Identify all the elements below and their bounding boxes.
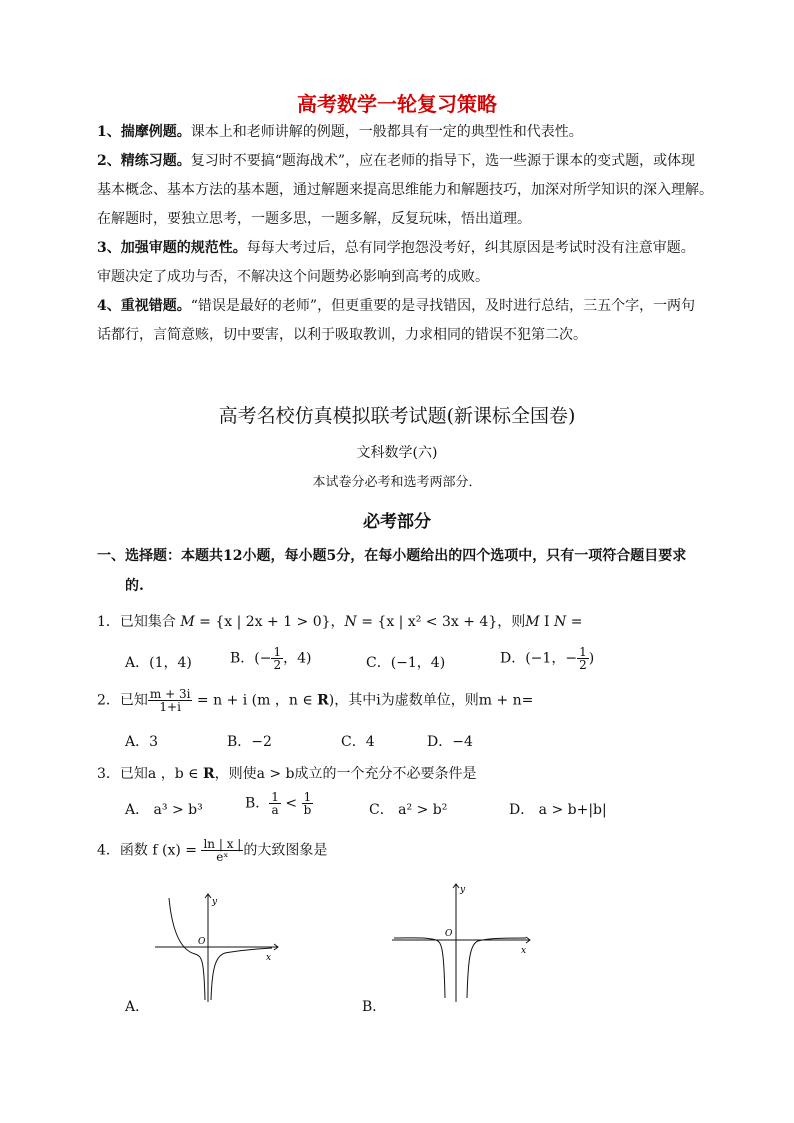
math-var: M	[525, 614, 540, 630]
section-heading-line-2: 的.	[125, 578, 144, 594]
fraction-numerator: 1	[271, 790, 279, 804]
fraction-numerator: 1	[273, 645, 282, 659]
fraction-numerator: m + 3i	[149, 687, 191, 701]
option-b: B．−2	[227, 734, 272, 750]
origin-label: O	[198, 937, 206, 947]
math-var: N	[344, 614, 357, 630]
fraction-denominator: 2	[579, 658, 587, 672]
question-text: 2．已知	[97, 692, 148, 709]
question-2	[97, 688, 533, 713]
math-expr: <	[280, 795, 302, 812]
strategy-item-1	[97, 122, 583, 142]
fraction-numerator: 1	[579, 645, 587, 659]
question-text: ，则使a > b成立的一个充分不必要条件是	[214, 766, 477, 782]
fraction	[271, 646, 283, 671]
strategy-item-2-line-3: 在解题时，要独立思考，一题多思，一题多解，反复玩味，悟出道理。	[97, 211, 531, 227]
option-c: C．(−1，4)	[366, 655, 446, 671]
question-text: 1．已知集合	[97, 614, 181, 630]
fraction-denominator: b	[303, 803, 312, 817]
option-text: B．	[245, 795, 270, 812]
fraction	[269, 791, 281, 816]
strategy-item-text: “错误是最好的老师”，但更重要的是寻找错因，及时进行总结，三五个字，一两句	[190, 298, 696, 314]
math-var: M	[180, 614, 195, 630]
option-text: B．(−	[230, 650, 272, 667]
y-axis-label: y	[460, 885, 466, 895]
fraction	[577, 646, 589, 671]
math-set-r: R	[317, 692, 329, 709]
exam-note: 本试卷分必考和选考两部分．	[312, 475, 482, 490]
exam-part-heading: 必考部分	[363, 512, 431, 532]
exam-title: 高考名校仿真模拟联考试题(新课标全国卷)	[218, 405, 576, 427]
fraction-denominator: eˣ	[216, 850, 229, 864]
option-text: D．(−1，−	[500, 650, 578, 667]
option-c: C． a² > b²	[369, 802, 448, 818]
section-heading: 一、选择题：本题共12小题，每小题5分，在每小题给出的四个选项中，只有一项符合题目要求	[97, 548, 687, 564]
option-a: A．3	[125, 734, 159, 750]
math-expr: I	[539, 614, 555, 630]
curve-left	[394, 938, 445, 998]
math-var: N	[554, 614, 567, 630]
option-a: A．	[125, 999, 150, 1015]
strategy-item-head: 3、加强审题的规范性。	[97, 240, 247, 256]
y-axis-label: y	[212, 897, 218, 907]
strategy-item-3-line-2: 审题决定了成功与否，不解决这个问题势必影响到高考的成败。	[97, 269, 489, 285]
fraction-denominator: 2	[273, 658, 282, 672]
fraction-denominator: 1+i	[159, 700, 181, 714]
option-b	[245, 791, 313, 816]
fraction-numerator: 1	[302, 791, 314, 804]
option-c: C．4	[341, 734, 375, 750]
x-axis-label: x	[521, 946, 527, 956]
fraction	[148, 688, 193, 713]
fraction	[201, 838, 243, 863]
strategy-item-2-line-2: 基本概念、基本方法的基本题，通过解题来提高思维能力和解题技巧，加深对所学知识的深入理解。	[97, 182, 713, 198]
question-text: 3．已知a ，b ∈	[97, 766, 203, 782]
question-text: 的大致图象是	[243, 842, 328, 859]
option-a: A． a³ > b³	[125, 802, 203, 818]
strategy-title: 高考数学一轮复习策略	[297, 92, 497, 116]
option-d	[500, 646, 594, 671]
exam-subtitle: 文科数学(六)	[356, 445, 438, 461]
fraction	[302, 791, 314, 816]
strategy-item-text: 复习时不要搞“题海战术”，应在老师的指导下，选一些源于课本的变式题，或体现	[190, 153, 696, 169]
option-b	[230, 646, 312, 671]
option-text: ，4)	[283, 650, 312, 667]
question-text: 4．函数 f (x) =	[97, 842, 202, 859]
math-expr: =	[566, 614, 583, 630]
math-expr: = n + i (m ，n ∈	[192, 692, 318, 709]
strategy-item-3	[97, 238, 695, 258]
curve-right	[467, 938, 526, 998]
graph-option-b	[388, 880, 538, 1005]
math-set-r: R	[202, 766, 215, 782]
x-axis-label: x	[266, 953, 272, 963]
strategy-item-4-line-2: 话都行，言简意赅，切中要害，以利于吸取教训，力求相同的错误不犯第二次。	[97, 327, 587, 343]
question-3	[97, 763, 477, 783]
math-expr: = {x | 2x + 1 > 0}，	[194, 614, 345, 630]
option-a: A．(1，4)	[125, 655, 192, 671]
math-expr: = {x | x² < 3x + 4}，则	[356, 614, 526, 630]
strategy-item-2	[97, 151, 695, 171]
option-text: )	[588, 650, 595, 667]
strategy-item-head: 1、揣摩例题。	[97, 124, 191, 140]
question-text: )，其中i为虚数单位，则m + n=	[328, 692, 534, 709]
origin-label: O	[445, 929, 453, 939]
curve-left	[169, 898, 205, 1000]
strategy-item-head: 2、精练习题。	[97, 153, 191, 169]
strategy-item-text: 课本上和老师讲解的例题，一般都具有一定的典型性和代表性。	[190, 124, 583, 140]
strategy-item-head: 4、重视错题。	[97, 298, 191, 314]
question-1	[97, 611, 582, 631]
fraction-numerator: ln | x |	[203, 837, 242, 851]
option-d: D． a > b+|b|	[509, 802, 607, 818]
option-d: D．−4	[427, 734, 473, 750]
graph-option-a	[150, 890, 285, 1005]
question-4	[97, 838, 327, 863]
curve-right	[211, 948, 272, 1000]
strategy-item-4	[97, 296, 695, 316]
strategy-item-text: 每每大考过后，总有同学抱怨没考好，纠其原因是考试时没有注意审题。	[246, 240, 695, 256]
fraction-denominator: a	[271, 803, 279, 817]
option-b: B．	[362, 999, 387, 1015]
